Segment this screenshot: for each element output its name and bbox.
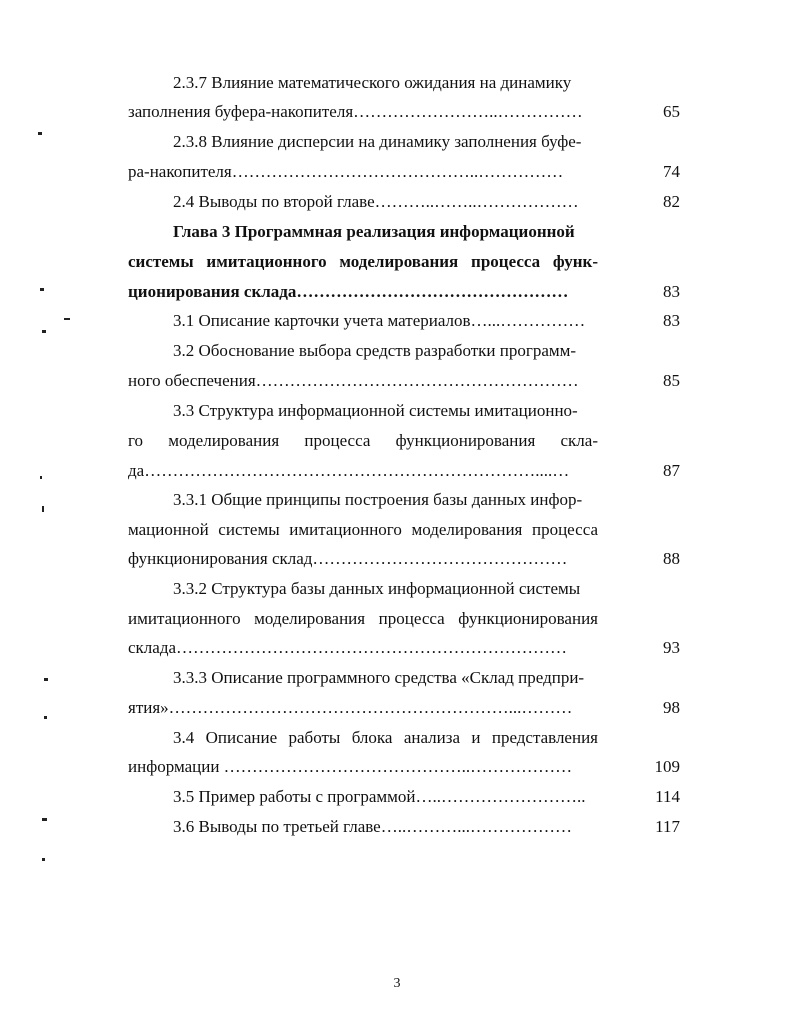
toc-line: заполнения буфера-накопителя……………………..…………… [128,102,583,121]
scan-speck [42,330,46,333]
toc-line: Глава 3 Программная реализация информационной [173,222,575,241]
toc-line: 3.3.2 Структура базы данных информационной системы [173,579,581,598]
scan-speck [42,858,45,861]
scan-speck [64,318,70,320]
toc-page-number: 74 [663,162,680,181]
toc-line: 2.3.7 Влияние математического ожидания на динамику [173,73,572,92]
toc-line: 3.6 Выводы по третьей главе…..………...……………… [173,817,572,836]
toc-line: 3.3.3 Описание программного средства «Склад предпри- [173,668,585,687]
scan-speck [42,818,47,821]
toc-line: да……………………………………………………………....… [128,461,570,480]
toc-line: 3.4 Описание работы блока анализа и представления [173,728,598,747]
toc-page-number: 93 [663,638,680,657]
toc-line: системы имитационного моделирования процесса функ- [128,252,598,271]
scan-speck [44,716,47,719]
scan-speck [40,288,44,291]
scan-speck [42,506,44,512]
toc-page-number: 83 [663,311,680,330]
toc-page-number: 98 [663,698,680,717]
toc-page-number: 85 [663,371,680,390]
toc-page-number: 83 [663,282,680,301]
toc-line: 2.4 Выводы по второй главе………..……..……………… [173,192,579,211]
toc-line: 3.3 Структура информационной системы имитационно- [173,401,578,420]
toc-line: ного обеспечения………………………………………………… [128,371,579,390]
toc-page-number: 82 [663,192,680,211]
footer-page-number: 3 [393,976,401,991]
toc-line: информации ……………………………………..……………… [128,757,573,776]
toc-line: 3.1 Описание карточки учета материалов…...…………… [173,311,586,330]
toc-line: ятия»……………………………………………………...……… [128,698,573,717]
scan-speck [40,476,42,479]
toc-line: 3.2 Обоснование выбора средств разработки программ- [173,341,577,360]
toc-page-number: 114 [655,787,680,806]
toc-line: склада…………………………………………………………… [128,638,568,657]
toc-line: функционирования склад……………………………………… [128,549,568,568]
toc-page-number: 65 [663,102,680,121]
toc-line: 2.3.8 Влияние дисперсии на динамику заполнения буфе- [173,132,582,151]
toc-line: 3.3.1 Общие принципы построения базы данных инфор- [173,490,583,509]
toc-page-number: 117 [655,817,680,836]
toc-line: ционирования склада………………………………………… [128,282,569,301]
toc-page-number: 87 [663,461,680,480]
toc-line: мационной системы имитационного моделирования процесса [128,520,598,539]
scan-speck [38,132,42,135]
toc-page-number: 109 [654,757,680,776]
toc-page-number: 88 [663,549,680,568]
scan-speck [44,678,48,681]
toc-line: ра-накопителя……………………………………..…………… [128,162,564,181]
toc-line: 3.5 Пример работы с программой…..…………………….. [173,787,586,806]
toc-line: го моделирования процесса функционирования скла- [128,431,598,450]
toc-line: имитационного моделирования процесса функционирования [128,609,598,628]
